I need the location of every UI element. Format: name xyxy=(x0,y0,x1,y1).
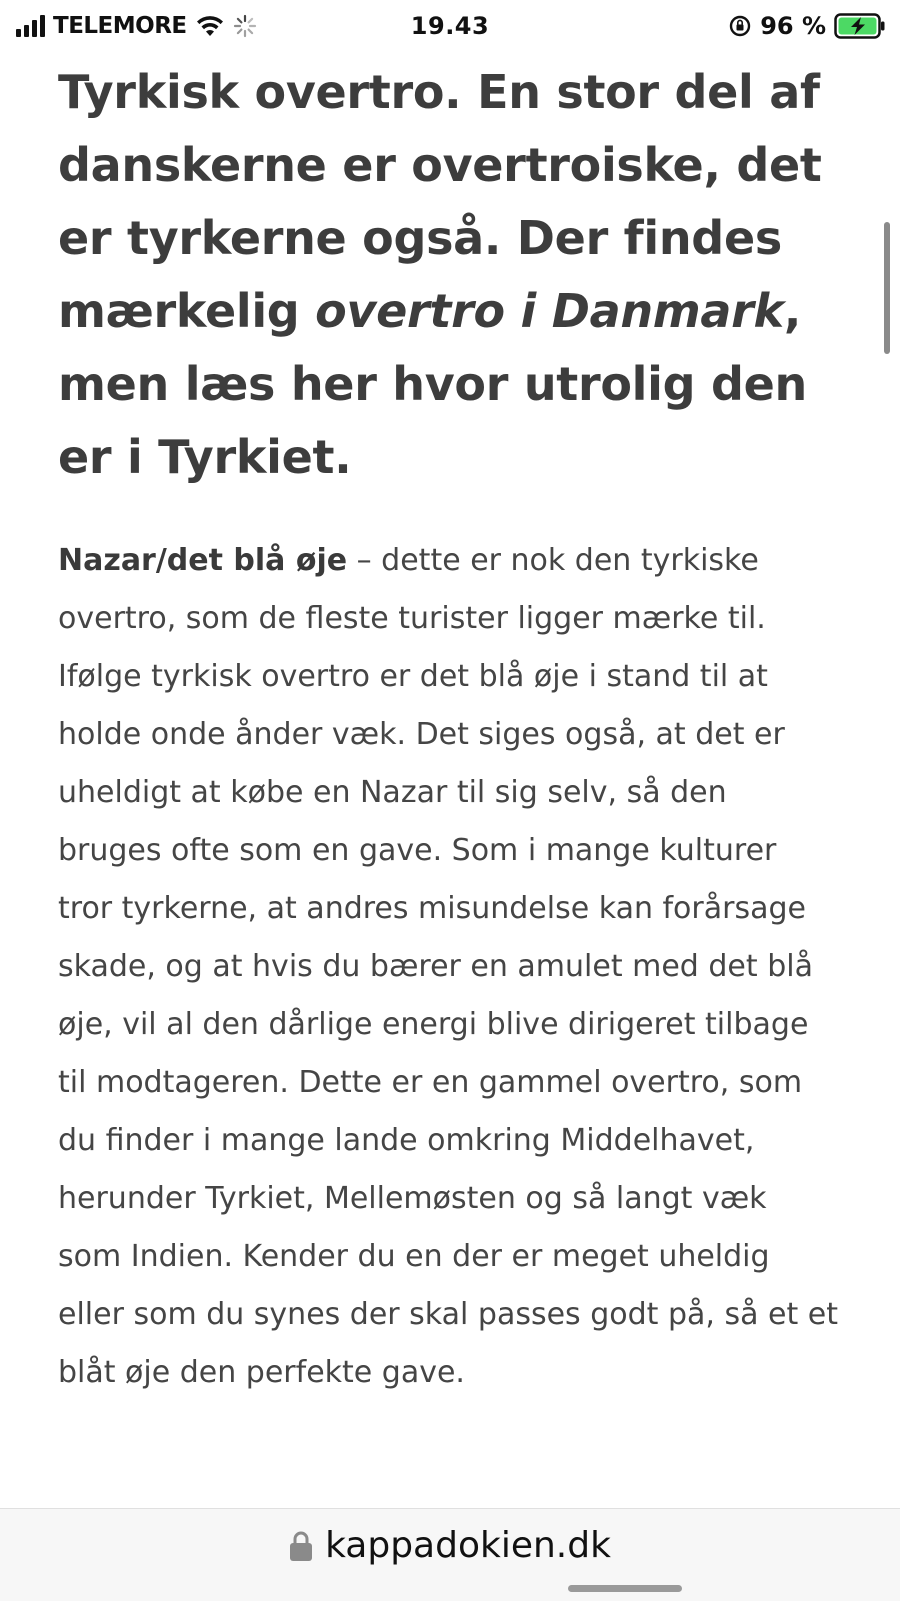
paragraph-bold-term: Nazar/det blå øje xyxy=(58,543,348,578)
article xyxy=(58,56,858,1402)
heading-link-overtro-i-danmark[interactable]: overtro i Danmark xyxy=(315,284,784,338)
article-heading xyxy=(58,56,858,494)
browser-address-bar[interactable] xyxy=(0,1508,900,1601)
orientation-lock-icon xyxy=(728,14,752,38)
home-indicator[interactable] xyxy=(568,1585,682,1592)
article-paragraph xyxy=(58,532,838,1402)
status-time: 19.43 xyxy=(410,12,490,40)
status-right xyxy=(728,12,886,40)
loading-spinner-icon xyxy=(233,14,257,38)
status-bar xyxy=(0,0,900,52)
scroll-indicator[interactable] xyxy=(884,222,890,354)
heading-text-part1: Tyrkisk overtro. En stor del af danskerne er overtroiske, det er tyrkerne også. Der findes mærkelig xyxy=(58,65,822,338)
heading-text-part2: , men læs her hvor utrolig den er i Tyrkiet. xyxy=(58,284,807,484)
carrier-name: TELEMORE xyxy=(53,13,187,39)
url-text[interactable]: kappadokien.dk xyxy=(325,1525,611,1566)
signal-icon xyxy=(16,15,45,37)
wifi-icon xyxy=(195,14,225,38)
paragraph-body: – dette er nok den tyrkiske overtro, som de fleste turister ligger mærke til. Ifølge tyrkisk overtro er det blå øje i stand til at holde onde ånder væk. Det siges også, at det er uheldigt at købe en Nazar til sig selv, så den bruges ofte som en gave. Som i mange kulturer tror tyrkerne, at andres misundelse kan forårsage skade, og at hvis du bærer en amulet med det blå øje, vil al den dårlige energi blive dirigeret tilbage til modtageren. Dette er en gammel overtro, som du finder i mange lande omkring Middelhavet, herunder Tyrkiet, Mellemøsten og så langt væk som Indien. Kender du en der er meget uheldig eller som du synes der skal passes godt på, så et et blåt øje den perfekte gave. xyxy=(58,543,838,1390)
lock-icon xyxy=(289,1530,313,1562)
url-display[interactable] xyxy=(0,1525,900,1566)
status-left xyxy=(16,13,257,39)
battery-charging-icon xyxy=(834,13,886,39)
battery-percent: 96 % xyxy=(760,12,826,40)
